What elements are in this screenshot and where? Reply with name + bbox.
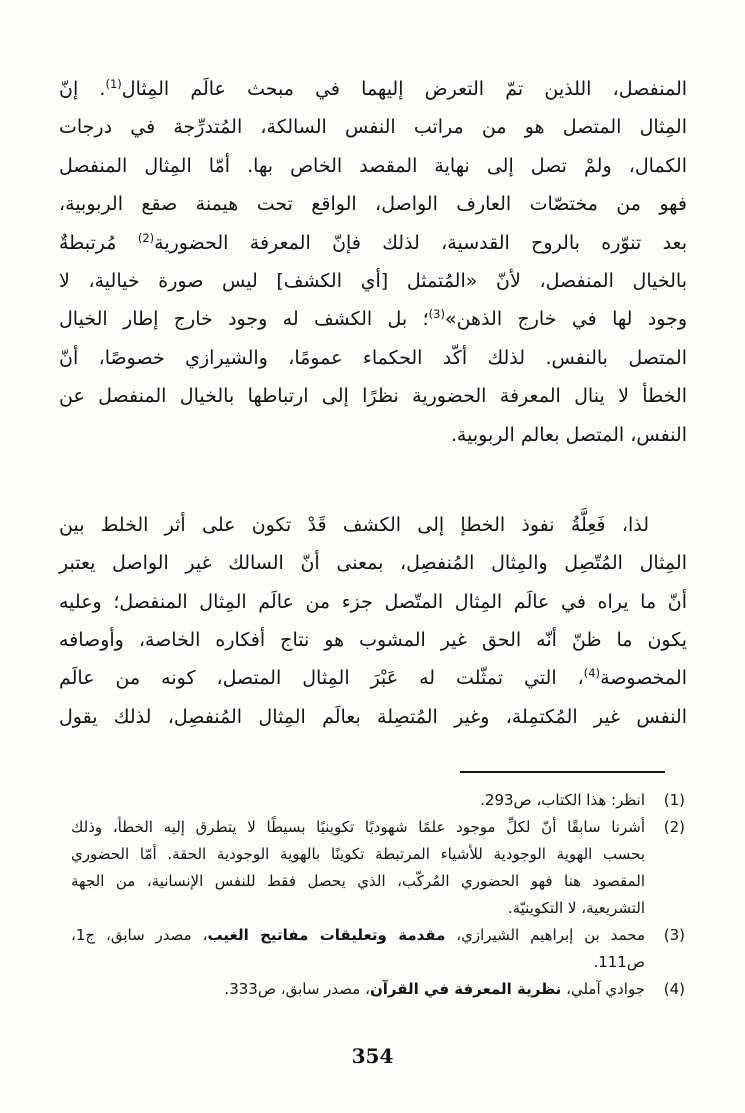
footnote-number: (2) — [663, 818, 685, 836]
footnote-line: ص111. — [593, 953, 645, 971]
text-line: المِثال المتصل هو من مراتب النفس السالكة، المُتدرِّجة في درجات — [59, 116, 687, 139]
footnote-line: محمد بن إبراهيم الشيرازي، مقدمة وتعليقات مفاتيح الغيب، مصدر سابق، ج1، — [71, 926, 645, 944]
text-line: وجود لها في خارج الذهن»$^{(3)}$؛ بل الكشف له وجود خارج إطار الخيال — [59, 307, 688, 331]
footnote-marker: (1) — [105, 77, 122, 91]
footnote-line: بحسب الهوية الوجودية للأشياء المرتبطة تكوينًا بالهوية الوجودية الحقة. أمّا الحضوري — [71, 845, 645, 863]
footnotes-section — [71, 787, 687, 1003]
footnote-line: جوادي آملي، نظرية المعرفة في القرآن، مصدر سابق، ص333. — [224, 980, 645, 998]
text-line: لذا، فَعِلَّةُ نفوذ الخطإ إلى الكشف قَدْ تكون على أثر الخلط بين — [59, 513, 649, 536]
text-line: أنّ ما يراه في عالَم المِثال المتّصل جزء من عالَم المِثال المنفصل؛ وعليه — [59, 590, 687, 613]
footnote-line: أشرنا سابقًا أنّ لكلِّ موجود علمًا شهوديًا تكوينيًا بسيطًا لا يتطرق إليه الخطأ، وذلك — [71, 818, 645, 836]
text-line: بعد تنوّره بالروح القدسية، لذلك فإنّ المعرفة الحضورية$^{(2)}$ مُرتبطةٌ — [59, 230, 688, 254]
footnote-marker: (2) — [137, 230, 155, 245]
footnote-number: (1) — [663, 791, 685, 809]
footnote-line: المقصود هنا فهو الحضوري المُركّب، الذي يحصل فقط للنفس الإنسانية، من الجهة — [71, 872, 645, 890]
text-line: النفس، المتصل بعالم الربوبية. — [450, 423, 687, 446]
text-line: الخطأ لا ينال المعرفة الحضورية نظرًا إلى ارتباطها بالخيال المنفصل عن — [59, 385, 687, 408]
footnote-item — [71, 976, 687, 1003]
text-line: المتصل بالنفس. لذلك أكّد الحكماء عمومًا، والشيرازي خصوصًا، أنّ — [59, 346, 687, 369]
text-line: المِثال المُتّصِل والمِثال المُنفصِل، بمعنى أنّ السالك غير الواصل يعتبر — [59, 552, 687, 575]
text-line: النفس غير المُكتمِلة، وغير المُتصِلة بعالَم المِثال المُنفصِل، لذلك يقول — [59, 705, 687, 728]
text-line: بالخيال المنفصل، لأنّ «المُتمثل [أي الكشف] ليس صورة خيالية، لا — [59, 269, 687, 292]
text-line: الكمال، ولمْ تصل إلى نهاية المقصد الخاص بها. أمّا المِثال المنفصل — [59, 154, 687, 177]
body-text — [59, 70, 687, 736]
text-line: يكون ما ظنّ أنّه الحق غير المشوب هو نتاج أفكاره الخاصة، وأوصافه — [59, 629, 687, 652]
paragraph — [59, 70, 687, 454]
footnote-item — [71, 787, 687, 814]
paragraph — [59, 506, 687, 736]
text-line: المنفصل، اللذين تمّ التعرض إليهما في مبحث عالَم المِثال$^{(1)}$. إنّ — [59, 77, 688, 100]
footnote-separator — [460, 771, 665, 773]
footnote-marker: (3) — [428, 307, 445, 322]
text-line: المخصوصة$^{(4)}$، التي تمثّلت له عَبْرَ المِثال المتصل، كونه من عالَم — [59, 666, 687, 690]
footnote-line: انظر: هذا الكتاب، ص293. — [480, 791, 645, 809]
footnote-line: التشريعية، لا التكوينيّة. — [507, 899, 645, 917]
page-number: 354 — [351, 1044, 394, 1068]
footnote-item — [71, 922, 687, 976]
text-line: فهو من مختصّات العارف الواصل، الواقع تحت هيمنة صقع الربوبية، — [59, 193, 687, 216]
footnote-number: (4) — [663, 980, 685, 998]
footnote-item — [71, 814, 687, 922]
footnote-number: (3) — [663, 926, 685, 944]
footnote-marker: (4) — [583, 666, 601, 681]
